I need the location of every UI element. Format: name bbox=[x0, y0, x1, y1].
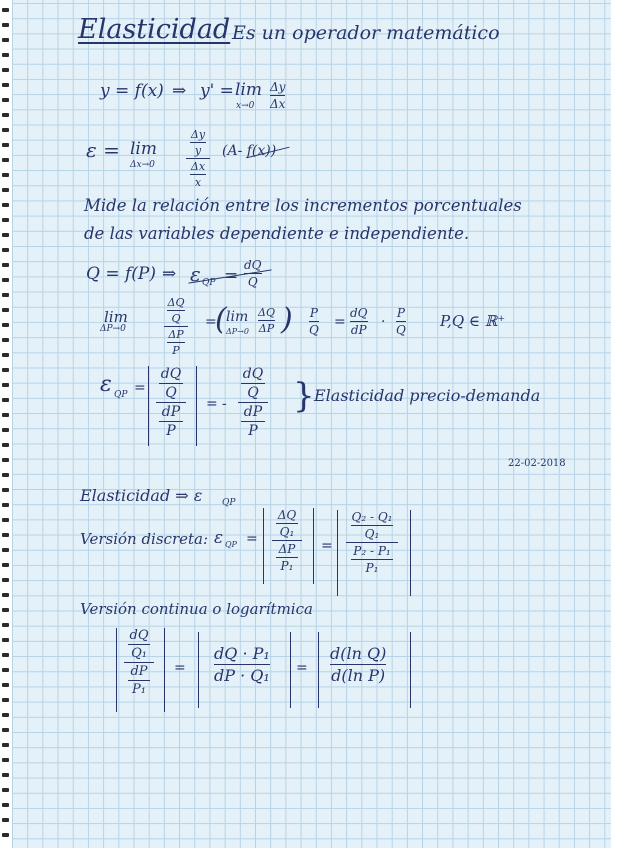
denominator-top: ΔP bbox=[168, 328, 184, 341]
binding-hole bbox=[2, 53, 9, 57]
binding-hole bbox=[2, 683, 9, 687]
binding-hole bbox=[2, 383, 9, 387]
page-edge bbox=[611, 0, 617, 848]
denominator: Q bbox=[396, 323, 406, 337]
lim-subscript: Δx→0 bbox=[130, 160, 155, 170]
denominator-top: Δx bbox=[190, 160, 206, 173]
crossed-out-expression: (A- f(x)) bbox=[222, 143, 277, 159]
numerator: ΔQ bbox=[258, 306, 275, 319]
numerator-top: dQ bbox=[129, 628, 149, 643]
binding-hole bbox=[2, 563, 9, 567]
fraction-bar bbox=[309, 321, 319, 322]
binding-hole bbox=[2, 188, 9, 192]
numerator-top: Q₂ - Q₁ bbox=[351, 510, 393, 524]
denominator-top: dP bbox=[161, 404, 181, 420]
binding-hole bbox=[2, 518, 9, 522]
fraction-bar bbox=[241, 383, 265, 384]
numerator-bottom: y bbox=[194, 144, 202, 157]
epsilon-symbol: ε bbox=[190, 262, 201, 286]
fraction-bar bbox=[258, 320, 275, 321]
lim-operator: lim bbox=[130, 139, 157, 159]
binding-hole bbox=[2, 68, 9, 72]
binding-hole bbox=[2, 308, 9, 312]
binding-hole bbox=[2, 713, 9, 717]
equals-sign: = bbox=[296, 660, 308, 676]
binding-hole bbox=[2, 128, 9, 132]
fraction-bar bbox=[276, 557, 298, 558]
abs-bar-left bbox=[116, 628, 117, 712]
discrete-fraction-2 bbox=[346, 510, 398, 575]
denominator-bottom: x bbox=[194, 176, 202, 189]
binding-hole bbox=[2, 578, 9, 582]
abs-bar-right bbox=[290, 632, 291, 708]
lim-subscript: x→0 bbox=[236, 101, 255, 111]
fraction-bar bbox=[128, 680, 150, 681]
denominator-top: ΔP bbox=[278, 542, 296, 556]
binding-hole bbox=[2, 293, 9, 297]
p-over-q-fraction bbox=[396, 306, 406, 337]
inner-denominator bbox=[351, 544, 393, 575]
implies-arrow: ⇒ bbox=[162, 264, 177, 284]
numerator-bottom: Q₁ bbox=[279, 525, 295, 539]
numerator: dQ · P₁ bbox=[214, 644, 270, 663]
binding-hole bbox=[2, 23, 9, 27]
denominator-bottom: P₁ bbox=[280, 559, 294, 573]
fraction-bar bbox=[276, 523, 298, 524]
numerator-top: dQ bbox=[160, 366, 182, 382]
numerator: dQ bbox=[244, 258, 262, 272]
binding-hole bbox=[2, 593, 9, 597]
binding-hole bbox=[2, 638, 9, 642]
main-fraction-bar bbox=[272, 540, 302, 541]
binding-hole bbox=[2, 398, 9, 402]
formula-2-fraction bbox=[186, 128, 210, 189]
binding-hole bbox=[2, 788, 9, 792]
binding-hole bbox=[2, 173, 9, 177]
binding-hole bbox=[2, 368, 9, 372]
numerator-top: Δy bbox=[190, 128, 206, 141]
numerator-bottom: Q bbox=[247, 385, 259, 401]
qp-lhs: Q = f(P) bbox=[86, 264, 156, 284]
formula-1-fraction bbox=[270, 80, 285, 111]
main-fraction-bar bbox=[124, 662, 154, 663]
fraction-bar bbox=[350, 321, 368, 322]
binding-hole bbox=[2, 728, 9, 732]
crossed-equals: = bbox=[224, 266, 239, 286]
inner-denominator bbox=[159, 404, 183, 439]
denominator-bottom: P bbox=[166, 423, 176, 439]
denominator-top: dP bbox=[130, 664, 148, 679]
inner-numerator bbox=[351, 510, 393, 541]
numerator: dQ bbox=[350, 306, 368, 320]
binding-hole bbox=[2, 458, 9, 462]
continuous-label: Versión continua o logarítmica bbox=[80, 600, 313, 618]
binding-hole bbox=[2, 503, 9, 507]
fraction-bar bbox=[128, 644, 150, 645]
denominator: Q bbox=[247, 275, 258, 289]
binding-hole bbox=[2, 803, 9, 807]
negative-sign: - bbox=[222, 396, 227, 412]
main-fraction-bar bbox=[346, 542, 398, 543]
binding-hole bbox=[2, 278, 9, 282]
numerator: P bbox=[309, 306, 318, 320]
date-stamp: 22-02-2018 bbox=[508, 458, 566, 469]
binding-hole bbox=[2, 158, 9, 162]
continuous-fraction-2 bbox=[214, 644, 270, 685]
binding-hole bbox=[2, 323, 9, 327]
binding-hole bbox=[2, 473, 9, 477]
binding-hole bbox=[2, 533, 9, 537]
abs-bar-left bbox=[337, 510, 338, 596]
abs-bar-left bbox=[318, 632, 319, 708]
abs-bar-right bbox=[196, 366, 197, 446]
binding-hole bbox=[2, 413, 9, 417]
numerator-bottom: Q₁ bbox=[364, 527, 380, 541]
discrete-label: Versión discreta: bbox=[80, 530, 209, 548]
binding-hole bbox=[2, 488, 9, 492]
binding-hole bbox=[2, 833, 9, 837]
fraction-bar bbox=[167, 342, 185, 343]
elasticity-fraction bbox=[156, 366, 186, 439]
inner-denominator bbox=[241, 404, 265, 439]
fraction-bar bbox=[351, 559, 393, 560]
equals-sign: = bbox=[134, 380, 146, 396]
right-brace: } bbox=[293, 376, 315, 416]
lim-operator: lim bbox=[235, 80, 262, 100]
continuous-fraction-3 bbox=[330, 644, 386, 685]
binding-hole bbox=[2, 758, 9, 762]
abs-bar-right bbox=[164, 628, 165, 712]
abs-bar-right bbox=[313, 508, 314, 584]
epsilon-subscript: QP bbox=[114, 390, 128, 400]
equals-sign: = bbox=[246, 531, 258, 547]
fraction-bar bbox=[330, 664, 386, 665]
denominator-bottom: P bbox=[248, 423, 258, 439]
denominator: d(ln P) bbox=[331, 666, 386, 685]
lim-operator: lim bbox=[226, 309, 249, 325]
denominator-top: P₂ - P₁ bbox=[353, 544, 391, 558]
fraction-bar bbox=[190, 174, 206, 175]
equals-sign: = bbox=[205, 314, 217, 330]
binding-hole bbox=[2, 608, 9, 612]
lim-subscript: ΔP→0 bbox=[226, 327, 249, 336]
lim-operator: lim bbox=[104, 308, 128, 326]
denominator: ΔP bbox=[258, 322, 275, 335]
numerator: P bbox=[396, 306, 405, 320]
fraction-bar bbox=[241, 421, 265, 422]
numerator-bottom: Q₁ bbox=[131, 646, 147, 661]
epsilon-subscript: QP bbox=[225, 540, 237, 549]
denominator: dP bbox=[350, 323, 367, 337]
denominator-top: dP bbox=[243, 404, 263, 420]
fraction-bar bbox=[167, 310, 185, 311]
elasticity-fraction-negative bbox=[238, 366, 268, 439]
domain-statement: P,Q ∈ ℝ⁺ bbox=[440, 312, 506, 330]
binding-hole bbox=[2, 203, 9, 207]
denominator: Q bbox=[309, 323, 319, 337]
inner-numerator bbox=[276, 508, 298, 539]
title-rest: Es un operador matemático bbox=[232, 22, 500, 44]
dot-operator: · bbox=[381, 314, 386, 330]
description-line-2: de las variables dependiente e independiente. bbox=[84, 224, 470, 243]
inner-numerator bbox=[190, 128, 206, 157]
abs-bar-right bbox=[410, 510, 411, 596]
numerator-top: ΔQ bbox=[277, 508, 297, 522]
binding-hole bbox=[2, 143, 9, 147]
numerator-bottom: Q bbox=[171, 312, 181, 325]
abs-bar-right bbox=[410, 632, 411, 708]
equals-sign: = bbox=[174, 660, 186, 676]
main-fraction-bar bbox=[238, 402, 268, 403]
equals-sign: = bbox=[334, 314, 346, 330]
numerator-bottom: Q bbox=[165, 385, 177, 401]
inner-denominator bbox=[190, 160, 206, 189]
spiral-binding bbox=[0, 0, 12, 848]
denominator: Δx bbox=[270, 97, 286, 111]
formula-2-lhs: ε = bbox=[86, 138, 120, 162]
fraction-bar bbox=[159, 421, 183, 422]
formula-1-rhs-prefix: y' = bbox=[200, 81, 234, 101]
open-paren: ( bbox=[215, 302, 227, 337]
binding-hole bbox=[2, 668, 9, 672]
binding-hole bbox=[2, 548, 9, 552]
binding-hole bbox=[2, 98, 9, 102]
p-over-q-fraction bbox=[309, 306, 319, 337]
binding-hole bbox=[2, 623, 9, 627]
abs-bar-left bbox=[148, 366, 149, 446]
description-line-1: Mide la relación entre los incrementos porcentuales bbox=[84, 196, 522, 215]
denominator-bottom: P₁ bbox=[132, 682, 146, 697]
title-word: Elasticidad bbox=[78, 14, 231, 45]
binding-hole bbox=[2, 38, 9, 42]
abs-bar-left bbox=[263, 508, 264, 584]
numerator: Δy bbox=[270, 80, 286, 94]
binding-hole bbox=[2, 743, 9, 747]
equals-sign: = bbox=[206, 396, 218, 412]
denominator-bottom: P₁ bbox=[365, 561, 379, 575]
nested-fraction bbox=[164, 296, 188, 357]
epsilon-subscript: QP bbox=[222, 498, 236, 508]
binding-hole bbox=[2, 773, 9, 777]
binding-hole bbox=[2, 263, 9, 267]
binding-hole bbox=[2, 248, 9, 252]
binding-hole bbox=[2, 83, 9, 87]
lim-subscript: ΔP→0 bbox=[100, 324, 126, 334]
binding-hole bbox=[2, 233, 9, 237]
main-fraction-bar bbox=[156, 402, 186, 403]
delta-fraction bbox=[258, 306, 275, 335]
binding-hole bbox=[2, 338, 9, 342]
numerator-top: dQ bbox=[242, 366, 264, 382]
inner-denominator bbox=[276, 542, 298, 573]
epsilon-subscript: QP bbox=[202, 278, 216, 288]
binding-hole bbox=[2, 353, 9, 357]
binding-hole bbox=[2, 428, 9, 432]
binding-hole bbox=[2, 818, 9, 822]
binding-hole bbox=[2, 698, 9, 702]
fraction-bar bbox=[396, 321, 406, 322]
main-fraction-bar bbox=[164, 326, 188, 327]
binding-hole bbox=[2, 8, 9, 12]
main-fraction-bar bbox=[186, 158, 210, 159]
binding-hole bbox=[2, 653, 9, 657]
continuous-fraction-1 bbox=[124, 628, 154, 697]
discrete-fraction-1 bbox=[272, 508, 302, 573]
fraction-bar bbox=[190, 142, 206, 143]
numerator-top: ΔQ bbox=[167, 296, 185, 309]
close-paren: ) bbox=[281, 302, 293, 337]
elasticity-label: Elasticidad precio-demanda bbox=[314, 386, 541, 405]
fraction-bar bbox=[214, 664, 270, 665]
implies-arrow: ⇒ bbox=[172, 81, 187, 101]
inner-numerator bbox=[167, 296, 185, 325]
abs-bar-left bbox=[198, 632, 199, 708]
inner-numerator bbox=[128, 628, 150, 661]
elasticity-heading: Elasticidad ⇒ ε bbox=[80, 486, 203, 505]
binding-hole bbox=[2, 443, 9, 447]
fraction-bar bbox=[159, 383, 183, 384]
denominator-bottom: P bbox=[172, 344, 180, 357]
numerator: d(ln Q) bbox=[330, 644, 387, 663]
dq-dp-fraction bbox=[350, 306, 368, 337]
equals-sign: = bbox=[321, 538, 333, 554]
denominator: dP · Q₁ bbox=[214, 666, 270, 685]
inner-denominator bbox=[128, 664, 150, 697]
fraction-bar bbox=[270, 95, 285, 96]
epsilon-symbol: ε bbox=[214, 528, 224, 548]
fraction-bar bbox=[351, 525, 393, 526]
inner-numerator bbox=[241, 366, 265, 401]
binding-hole bbox=[2, 113, 9, 117]
inner-denominator bbox=[167, 328, 185, 357]
binding-hole bbox=[2, 218, 9, 222]
inner-numerator bbox=[159, 366, 183, 401]
formula-1-lhs: y = f(x) bbox=[100, 81, 164, 101]
epsilon-symbol: ε bbox=[100, 372, 112, 397]
